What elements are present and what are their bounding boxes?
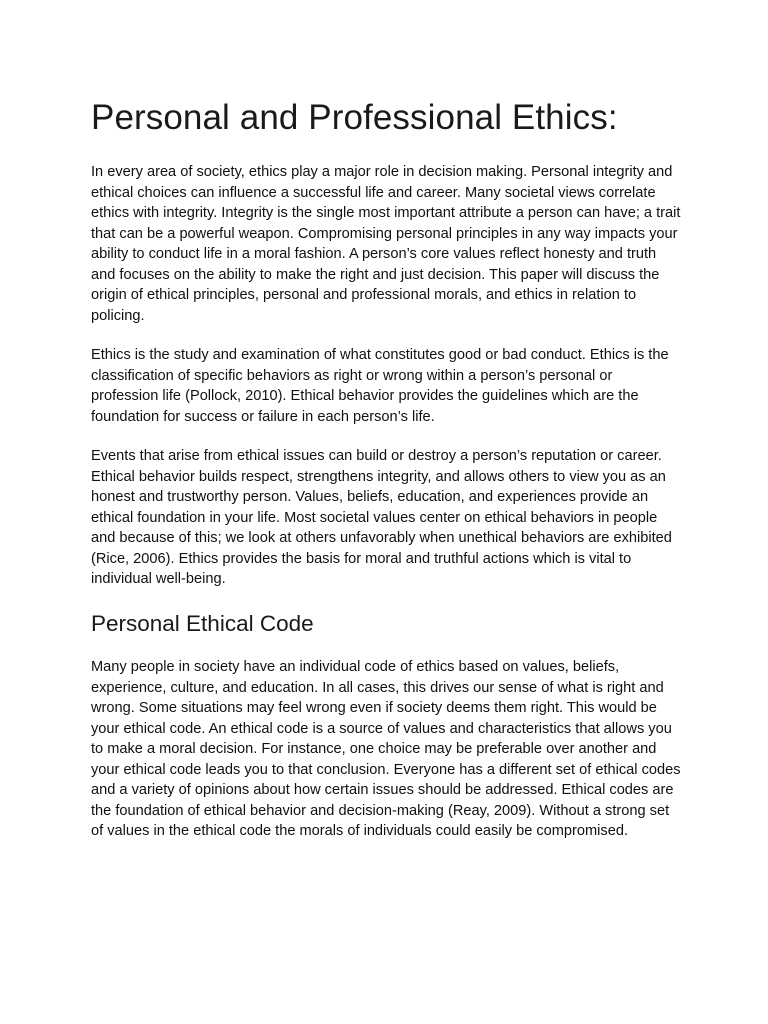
section-heading: Personal Ethical Code — [91, 611, 314, 636]
document-title: Personal and Professional Ethics: — [91, 98, 618, 137]
ethical-code-paragraph: Many people in society have an individual code of ethics based on values, beliefs, experience, culture, and education. In all cases, this drives our sense of what is right and wrong. Some situations may feel wrong even if society deems them right. This would be your ethical code. An ethical code is a source of values and characteristics that allows you to make a moral decision. For instance, one choice may be preferable over another and your ethical code leads you to that conclusion. Everyone has a different set of ethical codes and a variety of opinions about how certain issues should be addressed. Ethical codes are the foundation of ethical behavior and decision-making (Reay, 2009). Without a strong set of values in the ethical code the morals of individuals could easily be compromised. — [91, 659, 681, 839]
ethics-definition-paragraph: Ethics is the study and examination of what constitutes good or bad conduct. Ethics is the classification of specific behaviors as right or wrong within a person’s personal or profession life (Pollock, 2010). Ethical behavior provides the guidelines which are the foundation for success or failure in each person’s life. — [91, 347, 669, 425]
ethical-issues-paragraph: Events that arise from ethical issues can build or destroy a person’s reputation or career. Ethical behavior builds respect, strengthens integrity, and allows others to view you as an honest and trustworthy person. Values, beliefs, education, and experiences provide an ethical foundation in your life. Most societal values center on ethical behaviors in people and because of this; we look at others unfavorably when unethical behaviors are exhibited (Rice, 2006). Ethics provides the basis for moral and truthful actions which is vital to individual well-being. — [91, 448, 672, 587]
intro-paragraph: In every area of society, ethics play a major role in decision making. Personal integrity and ethical choices can influence a successful life and career. Many societal views correlate ethics with integrity. Integrity is the single most important attribute a person can have; a trait that can be a powerful weapon. Compromising personal principles in any way impacts your ability to conduct life in a moral fashion. A person’s core values reflect honesty and truth and focuses on the ability to make the right and just decision. This paper will discuss the origin of ethical principles, personal and professional morals, and ethics in relation to policing. — [91, 164, 681, 324]
